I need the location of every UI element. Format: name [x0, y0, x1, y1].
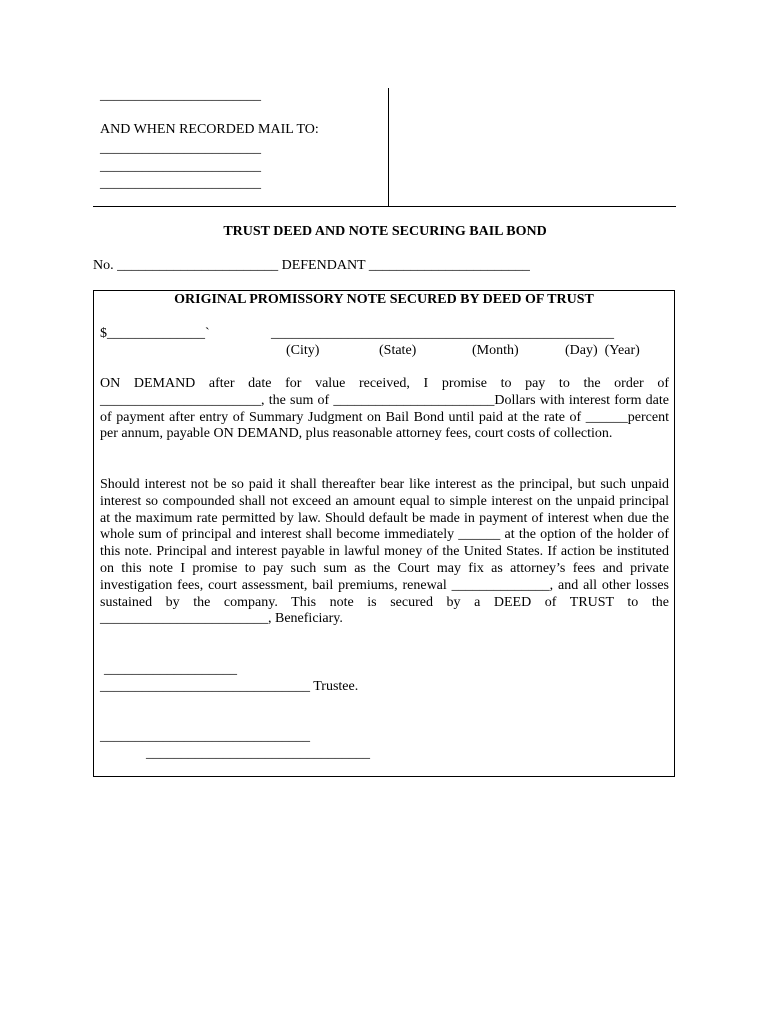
return-address-label: AND WHEN RECORDED MAIL TO:	[100, 122, 319, 137]
signature-blank-2: ______________________________	[100, 729, 310, 744]
header-vertical-divider	[388, 88, 389, 206]
note-paragraph-demand: ON DEMAND after date for value received, I promise to pay to the order of _______________________, the sum of _______________________Dollars with interest form date of payment after entry of Summary Judgment on Bail Bond until paid at the rate of ______percent per annum, payable ON DEMAND, plus reasonable attorney fees, court costs of collection.	[100, 376, 669, 442]
note-heading: ORIGINAL PROMISSORY NOTE SECURED BY DEED OF TRUST	[174, 292, 594, 307]
header-horizontal-divider	[93, 206, 676, 207]
blank-line-top: _______________________	[100, 88, 261, 103]
trustee-signature-line: ______________________________ Trustee.	[100, 679, 359, 694]
return-address-line-3: _______________________	[100, 176, 261, 191]
case-number-line: No. _______________________ DEFENDANT _______________________	[93, 258, 530, 273]
label-day-year: (Day) (Year)	[565, 343, 640, 358]
label-state: (State)	[379, 343, 417, 358]
return-address-line-2: _______________________	[100, 159, 261, 174]
place-date-line: _________________________________________________	[271, 326, 614, 341]
amount-field: $______________`	[100, 326, 210, 341]
signature-blank-1: ___________________	[104, 662, 237, 677]
signature-blank-3: ________________________________	[146, 746, 370, 761]
document-title: TRUST DEED AND NOTE SECURING BAIL BOND	[223, 224, 547, 239]
note-paragraph-interest: Should interest not be so paid it shall thereafter bear like interest as the principal, but such unpaid interest so compounded shall not exceed an amount equal to simple interest on the unpaid principal at the maximum rate permitted by law. Should default be made in payment of interest when due the whole sum of principal and interest shall become immediately ______ at the option of the holder of this note. Principal and interest payable in lawful money of the United States. If action be instituted on this note I promise to pay such sum as the Court may fix as attorney’s fees and private investigation fees, court assessment, bail premiums, renewal ______________, and all other losses sustained by the company. This note is secured by a DEED of TRUST to the ________________________, Beneficiary.	[100, 477, 669, 627]
label-city: (City)	[286, 343, 320, 358]
label-month: (Month)	[472, 343, 519, 358]
return-address-line-1: _______________________	[100, 141, 261, 156]
